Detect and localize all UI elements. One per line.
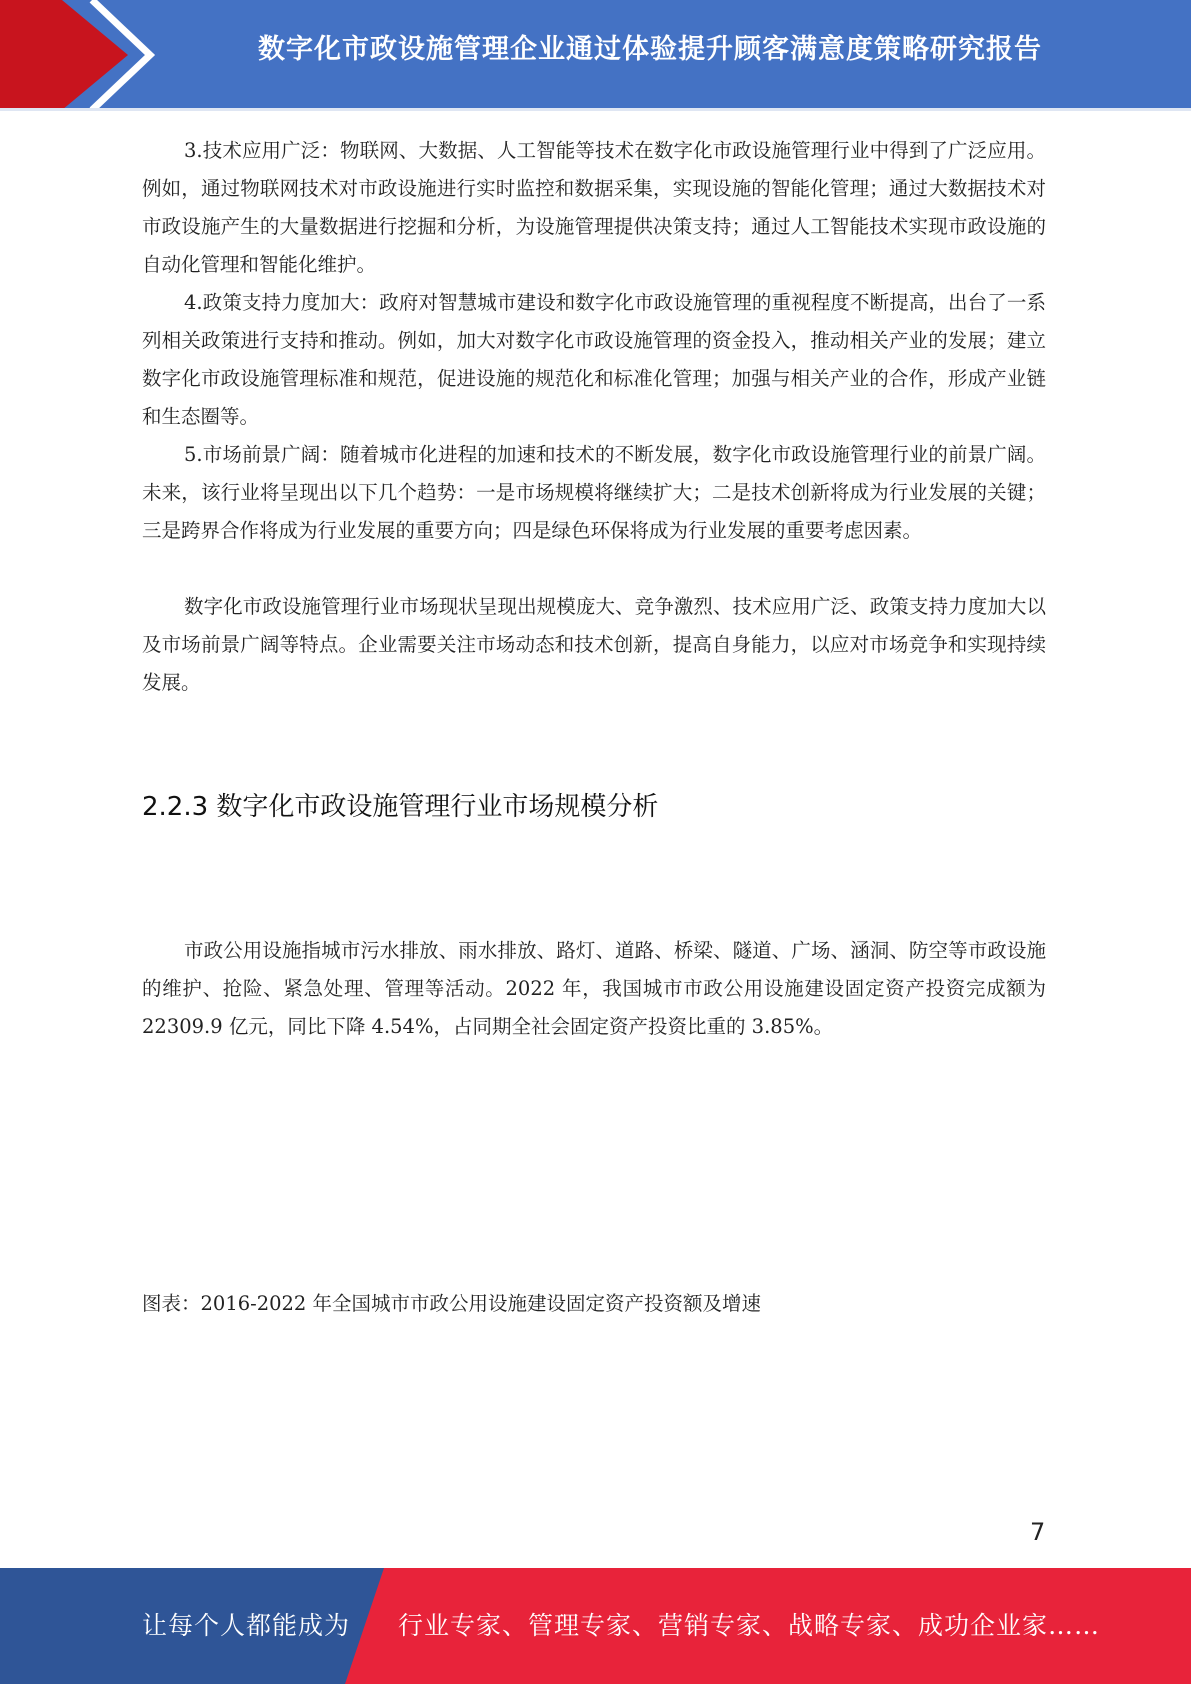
paragraph-tech-application: 3.技术应用广泛：物联网、大数据、人工智能等技术在数字化市政设施管理行业中得到了广泛应用。例如，通过物联网技术对市政设施进行实时监控和数据采集，实现设施的智能化管理；通过大数据技术对市政设施产生的大量数据进行挖掘和分析，为设施管理提供决策支持；通过人工智能技术实现市政设施的自动化管理和智能化维护。 <box>142 139 1046 276</box>
page-header <box>0 0 1191 110</box>
report-title: 数字化市政设施管理企业通过体验提升顾客满意度策略研究报告 <box>258 34 1042 65</box>
footer-slogan-right: 行业专家、管理专家、营销专家、战略专家、成功企业家…… <box>398 1611 1101 1640</box>
page-number: 7 <box>1030 1518 1046 1546</box>
body-text-block <box>142 132 1046 702</box>
section-heading: 2.2.3 数字化市政设施管理行业市场规模分析 <box>142 792 659 822</box>
paragraph-municipal-investment: 市政公用设施指城市污水排放、雨水排放、路灯、道路、桥梁、隧道、广场、涵洞、防空等市政设施的维护、抢险、紧急处理、管理等活动。2022 年，我国城市市政公用设施建设固定资产投资完成额为 22309.9 亿元，同比下降 4.54%，占同期全社会固定资产投资比重的 3.85%。 <box>142 939 1046 1038</box>
paragraph-market-prospect: 5.市场前景广阔：随着城市化进程的加速和技术的不断发展，数字化市政设施管理行业的前景广阔。未来，该行业将呈现出以下几个趋势：一是市场规模将继续扩大；二是技术创新将成为行业发展的关键；三是跨界合作将成为行业发展的重要方向；四是绿色环保将成为行业发展的重要考虑因素。 <box>142 443 1046 542</box>
figure-caption: 图表：2016-2022 年全国城市市政公用设施建设固定资产投资额及增速 <box>142 1292 762 1315</box>
paragraph-summary: 数字化市政设施管理行业市场现状呈现出规模庞大、竞争激烈、技术应用广泛、政策支持力度加大以及市场前景广阔等特点。企业需要关注市场动态和技术创新，提高自身能力，以应对市场竞争和实现持续发展。 <box>142 595 1046 694</box>
page-footer <box>0 1568 1191 1684</box>
section-body <box>142 932 1046 1046</box>
footer-slogan-left: 让每个人都能成为 <box>142 1611 351 1640</box>
paragraph-policy-support: 4.政策支持力度加大：政府对智慧城市建设和数字化市政设施管理的重视程度不断提高，出台了一系列相关政策进行支持和推动。例如，加大对数字化市政设施管理的资金投入，推动相关产业的发展；建立数字化市政设施管理标准和规范，促进设施的规范化和标准化管理；加强与相关产业的合作，形成产业链和生态圈等。 <box>142 291 1046 428</box>
